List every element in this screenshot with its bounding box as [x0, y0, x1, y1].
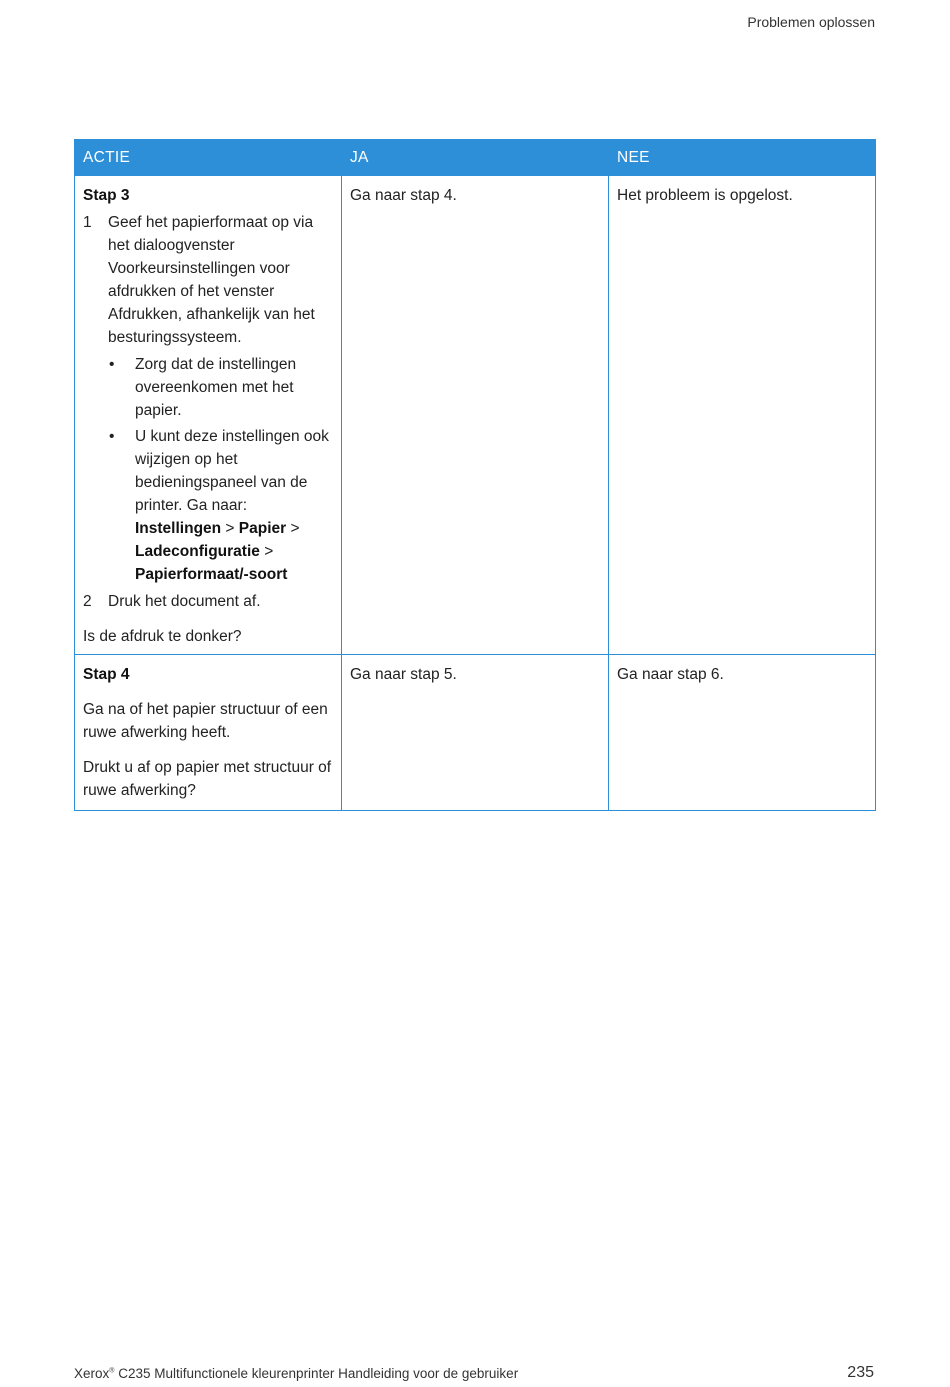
column-header-ja: JA: [342, 140, 609, 176]
troubleshooting-table: [74, 139, 876, 811]
action-cell: [75, 655, 342, 811]
menu-path-item: Instellingen: [135, 520, 222, 537]
table-row: [75, 176, 876, 655]
bullet-icon: •: [109, 356, 115, 373]
no-cell: Ga naar stap 6.: [609, 655, 876, 811]
menu-path-separator: >: [221, 520, 239, 537]
step-title: Stap 4: [83, 666, 130, 683]
action-cell: [75, 176, 342, 655]
yes-cell: Ga naar stap 5.: [342, 655, 609, 811]
menu-path-item: Ladeconfiguratie: [135, 543, 260, 560]
step-title: Stap 3: [83, 187, 130, 204]
bullet-text: Zorg dat de instellingen overeenkomen met het papier.: [135, 356, 297, 419]
footer-doc-title: C235 Multifunctionele kleurenprinter Handleiding voor de gebruiker: [114, 1366, 519, 1381]
column-header-nee: NEE: [609, 140, 876, 176]
step-text: Druk het document af.: [108, 593, 261, 610]
menu-path: [135, 517, 333, 586]
bullet-item: [108, 353, 333, 422]
bullet-text: U kunt deze instellingen ook wijzigen op het bedieningspaneel van de printer. Ga naar:: [135, 428, 329, 514]
question-text: Is de afdruk te donker?: [83, 628, 242, 645]
yes-cell: Ga naar stap 4.: [342, 176, 609, 655]
menu-path-separator: >: [286, 520, 300, 537]
menu-path-item: Papierformaat/-soort: [135, 566, 288, 583]
list-number: 1: [83, 214, 92, 231]
menu-path-item: Papier: [238, 520, 287, 537]
bullet-list: [108, 353, 333, 586]
table-row: [75, 655, 876, 811]
question-text: Drukt u af op papier met structuur of ruwe afwerking?: [83, 759, 332, 799]
bullet-icon: •: [109, 428, 115, 445]
menu-path-separator: >: [259, 543, 274, 560]
list-item: [83, 590, 333, 613]
bullet-item: [108, 425, 333, 586]
footer-title: [74, 1366, 518, 1381]
running-header: Problemen oplossen: [747, 14, 875, 30]
no-cell: Het probleem is opgelost.: [609, 176, 876, 655]
page-number: 235: [847, 1364, 874, 1381]
table-header-row: [75, 140, 876, 176]
list-item: [83, 211, 333, 590]
column-header-actie: ACTIE: [75, 140, 342, 176]
step-text: Geef het papierformaat op via het dialoogvenster Voorkeursinstellingen voor afdrukken of het venster Afdrukken, afhankelijk van het besturingssysteem.: [108, 214, 315, 346]
footer-brand: Xerox: [74, 1366, 110, 1381]
paragraph: Ga na of het papier structuur of een ruwe afwerking heeft.: [83, 701, 328, 741]
list-number: 2: [83, 593, 92, 610]
numbered-list: [83, 211, 333, 613]
registered-mark: ®: [109, 1367, 115, 1375]
